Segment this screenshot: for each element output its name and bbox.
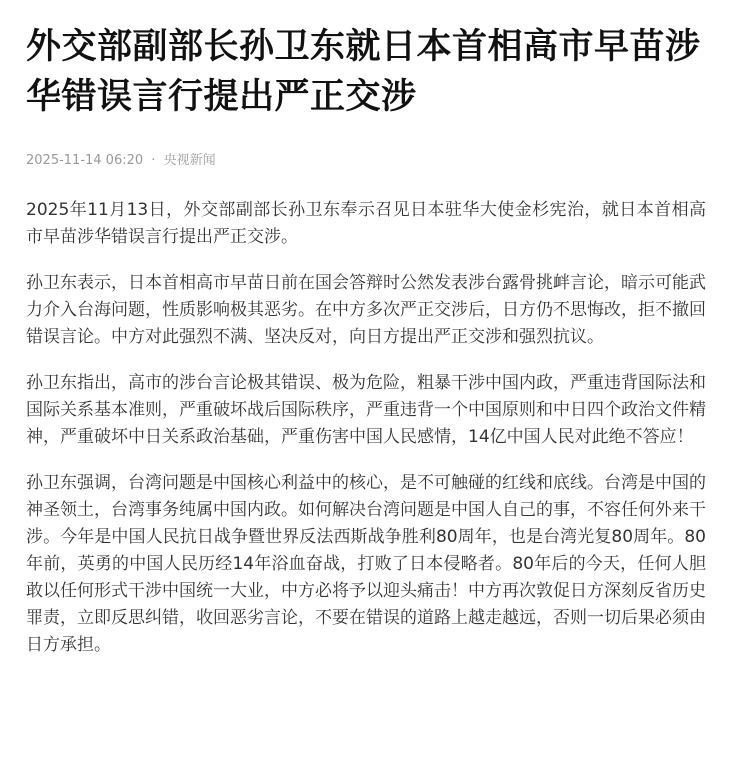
article-paragraph: 孙卫东表示，日本首相高市早苗日前在国会答辩时公然发表涉台露骨挑衅言论，暗示可能武力介入台海问题，性质影响极其恶劣。在中方多次严正交涉后，日方仍不思悔改，拒不撤回错误言论。中方对此强烈不满、坚决反对，向日方提出严正交涉和强烈抗议。	[26, 273, 706, 347]
article	[26, 0, 706, 678]
article-title: 外交部副部长孙卫东就日本首相高市早苗涉华错误言行提出严正交涉	[26, 27, 701, 117]
article-meta	[26, 152, 706, 170]
meta-separator: ·	[151, 153, 156, 168]
publish-date: 2025-11-14 06:20	[26, 153, 144, 168]
source-name: 央视新闻	[163, 153, 216, 168]
article-paragraph: 孙卫东指出，高市的涉台言论极其错误、极为危险，粗暴干涉中国内政，严重违背国际法和国际关系基本准则，严重破坏战后国际秩序，严重违背一个中国原则和中日四个政治文件精神，严重破坏中日关系政治基础，严重伤害中国人民感情，14亿中国人民对此绝不答应！	[26, 373, 706, 447]
article-paragraph: 孙卫东强调，台湾问题是中国核心利益中的核心，是不可触碰的红线和底线。台湾是中国的神圣领土，台湾事务纯属中国内政。如何解决台湾问题是中国人自己的事，不容任何外来干涉。今年是中国人民抗日战争暨世界反法西斯战争胜利80周年，也是台湾光复80周年。80年前，英勇的中国人民历经14年浴血奋战，打败了日本侵略者。80年后的今天，任何人胆敢以任何形式干涉中国统一大业，中方必将予以迎头痛击！中方再次敦促日方深刻反省历史罪责，立即反思纠错，收回恶劣言论，不要在错误的道路上越走越远，否则一切后果必须由日方承担。	[26, 473, 706, 655]
article-body	[26, 197, 706, 659]
article-paragraph: 2025年11月13日，外交部副部长孙卫东奉示召见日本驻华大使金杉宪治，就日本首相高市早苗涉华错误言行提出严正交涉。	[26, 200, 706, 247]
